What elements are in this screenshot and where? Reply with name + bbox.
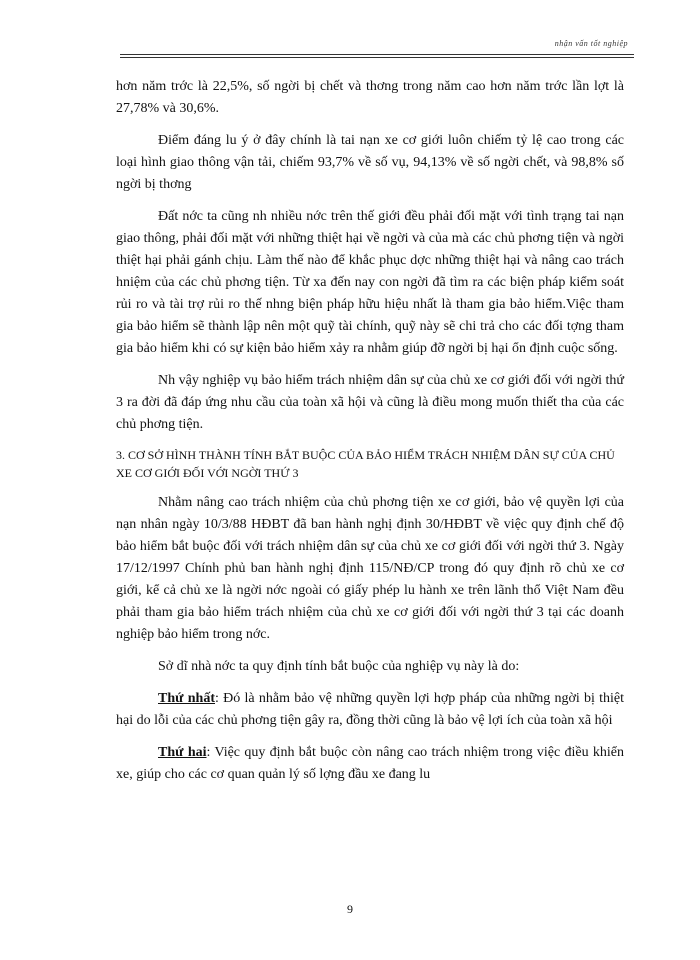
header-rule [120,54,634,55]
label-separator: : [215,691,224,706]
paragraph: Sở dĩ nhà nớc ta quy định tính bắt buộc của nghiệp vụ này là do: [158,659,520,674]
paragraph-text: Đó là nhằm bảo vệ những quyền lợi hợp pháp của những ngời bị thiệt hại do lỗi của các chủ phơng tiện gây ra, đồng thời cũng là bảo vệ lợi ích của toàn xã hội [116,691,625,728]
page-number: 9 [347,902,353,916]
header-rule-thin [120,57,634,58]
section-heading: 3. CƠ SỞ HÌNH THÀNH TÍNH BẮT BUỘC CỦA BẢO HIỂM TRÁCH NHIỆM DÂN SỰ CỦA CHỦ XE CƠ GIỚI ĐỐI VỚI NGỜI THỨ 3 [116,448,615,480]
paragraph: Đất nớc ta cũng nh nhiều nớc trên thế giới đều phải đối mặt với tình trạng tai nạn giao thông, phải đối mặt với những thiệt hại về ngời và của mà các chủ phơng tiện và ngời thiệt hại phải gánh chịu. Làm thế nào để khắc phục dợc những thiệt hại và nâng cao trách hniệm của các chủ phơng tiện. Từ xa đến nay con ngời đã tìm ra các biện pháp kiểm soát rủi ro và tài trợ rủi ro thế nhng biện pháp hữu hiệu nhất là tham gia bảo hiểm.Việc tham gia bảo hiểm sẽ thành lập nên một quỹ tài chính, quỹ này sẽ chi trả cho các đối tợng tham gia bảo hiểm khi có sự kiện bảo hiểm xảy ra nhằm giúp đỡ ngời bị hại ổn định cuộc sống. [116,209,624,356]
label-separator: : [206,745,215,760]
labeled-paragraph [116,688,624,732]
paragraph: Nh vậy nghiệp vụ bảo hiểm trách nhiệm dân sự của chủ xe cơ giới đối với ngời thứ 3 ra đời đã đáp ứng nhu cầu của toàn xã hội và cũng là điều mong muốn thiết tha của các chủ phơng tiện. [116,373,624,432]
document-body [116,76,624,796]
labeled-paragraph [116,742,624,786]
header-title: nhận vấn tốt nghiệp [554,39,628,48]
paragraph-label: Thứ nhất [158,691,216,706]
page-header [120,36,634,56]
paragraph-label: Thứ hai [158,745,207,760]
paragraph: Nhằm nâng cao trách nhiệm của chủ phơng tiện xe cơ giới, bảo vệ quyền lợi của nạn nhân ngày 10/3/88 HĐBT đã ban hành nghị định 30/HĐBT về việc quy định chế độ bảo hiểm bắt buộc đối với trách nhiệm dân sự của chủ xe cơ giới đối với ngời thứ 3. Ngày 17/12/1997 Chính phủ ban hành nghị định 115/NĐ/CP trong đó quy định rõ chủ xe cơ giới, kể cả chủ xe là ngời nớc ngoài có giấy phép lu hành xe trên lãnh thổ Việt Nam đều phải tham gia bảo hiểm trách nhiệm của chủ xe cơ giới đối với ngời thứ 3 tại các doanh nghiệp bảo hiểm trong nớc. [116,495,624,642]
paragraph: Điểm đáng lu ý ở đây chính là tai nạn xe cơ giới luôn chiếm tỷ lệ cao trong các loại hình giao thông vận tải, chiếm 93,7% về số vụ, 94,13% về số ngời chết, và 98,8% số ngời bị thơng [116,133,624,192]
paragraph-text: Việc quy định bắt buộc còn nâng cao trách nhiệm trong việc điều khiển xe, giúp cho các cơ quan quản lý số lợng đầu xe đang lu [116,745,624,782]
paragraph: hơn năm trớc là 22,5%, số ngời bị chết và thơng trong năm cao hơn năm trớc lần lợt là 27,78% và 30,6%. [116,79,624,116]
